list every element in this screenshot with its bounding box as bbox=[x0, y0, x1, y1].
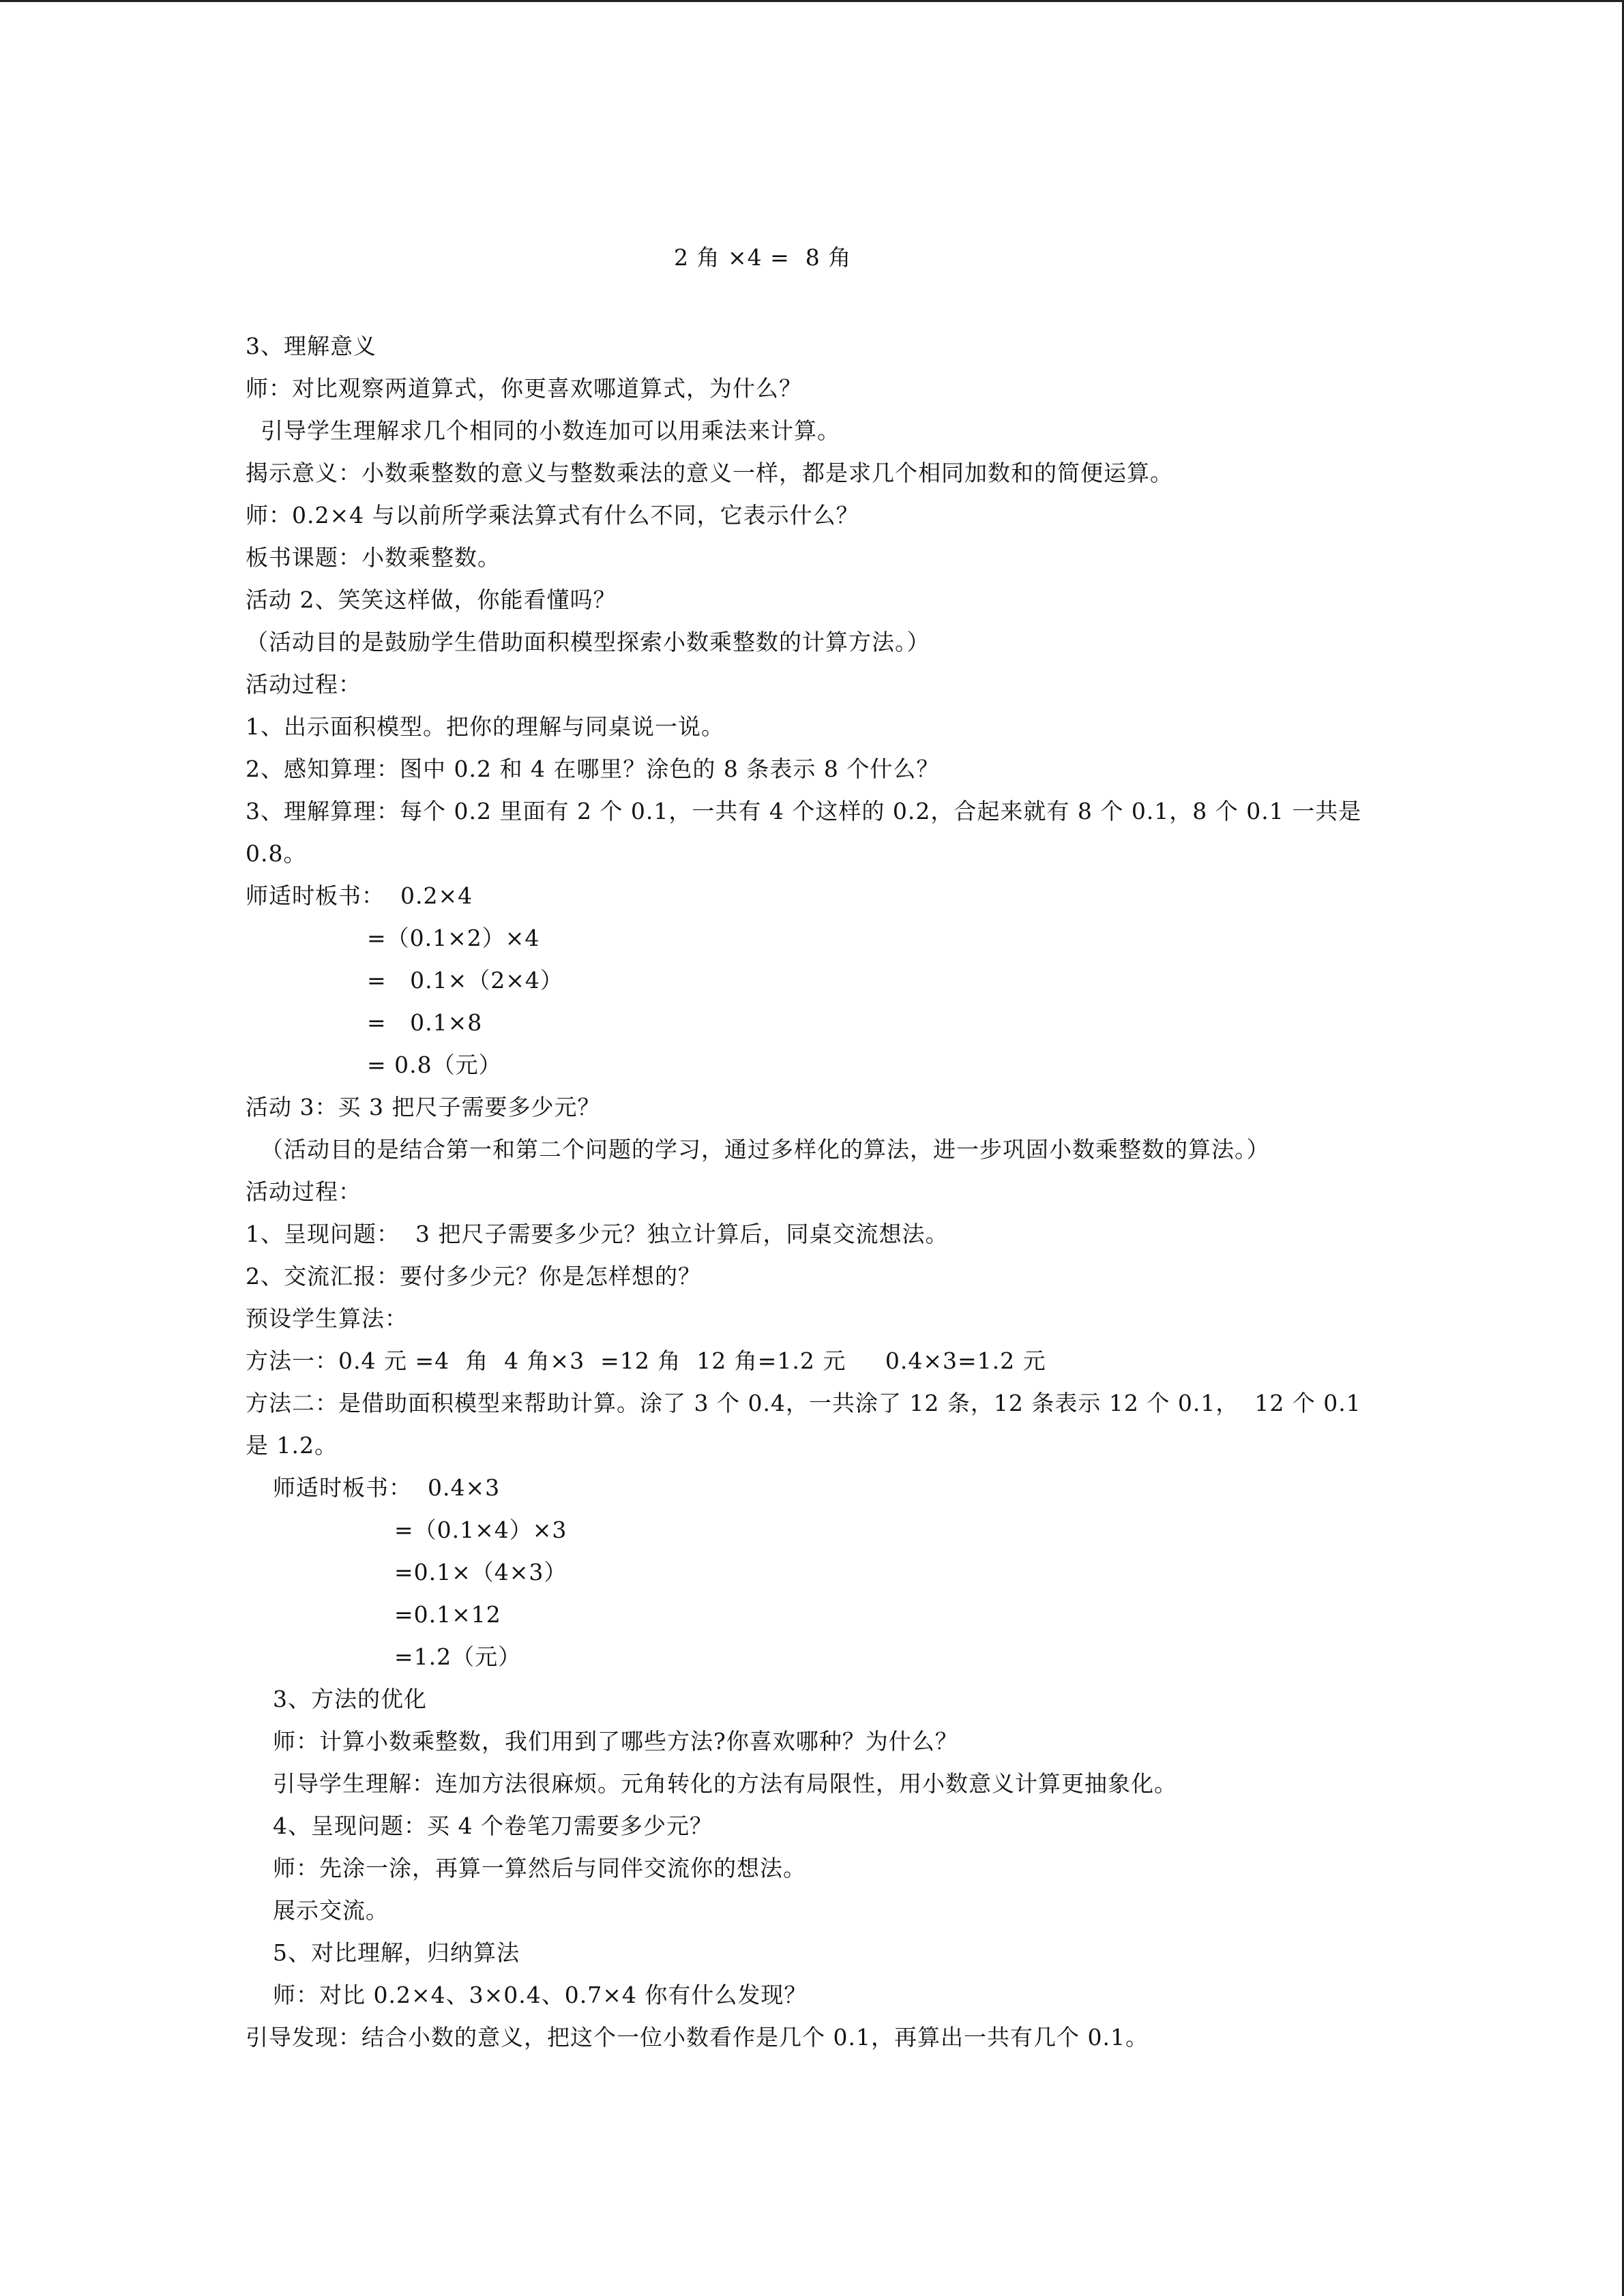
text-line: 预设学生算法： bbox=[246, 1305, 408, 1332]
text-line: 是 1.2。 bbox=[246, 1432, 338, 1459]
text-line: 活动过程： bbox=[246, 1178, 361, 1205]
text-line: 引导学生理解：连加方法很麻烦。元角转化的方法有局限性，用小数意义计算更抽象化。 bbox=[273, 1770, 1177, 1797]
text-line: 2、感知算理：图中 0.2 和 4 在哪里？涂色的 8 条表示 8 个什么？ bbox=[246, 756, 940, 782]
text-line: 0.8。 bbox=[246, 840, 307, 867]
text-line: 师：对比观察两道算式，你更喜欢哪道算式，为什么？ bbox=[246, 375, 802, 402]
text-line: 方法一：0.4 元 =4 角 4 角×3 =12 角 12 角=1.2 元 0.4×3=1.2 元 bbox=[246, 1347, 1046, 1374]
section-heading: 3、理解意义 bbox=[246, 333, 377, 359]
equation-step: =（0.1×2）×4 bbox=[367, 925, 540, 951]
text-line: 1、呈现问题： 3 把尺子需要多少元？独立计算后，同桌交流想法。 bbox=[246, 1221, 949, 1247]
text-line: 3、理解算理：每个 0.2 里面有 2 个 0.1，一共有 4 个这样的 0.2，合起来就有 8 个 0.1，8 个 0.1 一共是 bbox=[246, 798, 1362, 824]
text-line: 活动过程： bbox=[246, 671, 361, 698]
text-line: 2、交流汇报：要付多少元？你是怎样想的？ bbox=[246, 1263, 701, 1289]
text-line: 方法二：是借助面积模型来帮助计算。涂了 3 个 0.4，一共涂了 12 条，12 条表示 12 个 0.1， 12 个 0.1 bbox=[246, 1390, 1361, 1416]
top-border bbox=[0, 0, 1624, 2]
equation-step: = 0.1×（2×4） bbox=[367, 967, 563, 994]
text-line: 揭示意义：小数乘整数的意义与整数乘法的意义一样，都是求几个相同加数和的简便运算。 bbox=[246, 460, 1173, 486]
text-line: 4、呈现问题：买 4 个卷笔刀需要多少元？ bbox=[273, 1813, 713, 1839]
equation-step: = 0.8（元） bbox=[367, 1052, 502, 1078]
text-line: 1、出示面积模型。把你的理解与同桌说一说。 bbox=[246, 713, 724, 740]
section-heading: 3、方法的优化 bbox=[273, 1686, 427, 1712]
text-line: 引导发现：结合小数的意义，把这个一位小数看作是几个 0.1，再算出一共有几个 0.1。 bbox=[246, 2024, 1149, 2051]
text-line: 师：先涂一涂，再算一算然后与同伴交流你的想法。 bbox=[273, 1855, 806, 1881]
text-line: 师适时板书： 0.4×3 bbox=[273, 1474, 501, 1501]
equation-step: =0.1×（4×3） bbox=[394, 1559, 567, 1585]
section-heading: 5、对比理解，归纳算法 bbox=[273, 1939, 520, 1966]
text-line: 师：计算小数乘整数，我们用到了哪些方法?你喜欢哪种？为什么？ bbox=[273, 1728, 958, 1755]
equation-step: =0.1×12 bbox=[394, 1601, 501, 1628]
text-line: 师适时板书： 0.2×4 bbox=[246, 882, 473, 909]
text-line: 引导学生理解求几个相同的小数连加可以用乘法来计算。 bbox=[261, 417, 840, 444]
equation-step: =1.2（元） bbox=[394, 1643, 522, 1670]
text-line: 展示交流。 bbox=[273, 1897, 389, 1924]
text-line: 师：0.2×4 与以前所学乘法算式有什么不同，它表示什么？ bbox=[246, 502, 859, 528]
text-line: 活动 3：买 3 把尺子需要多少元？ bbox=[246, 1094, 601, 1120]
text-line: 活动 2、笑笑这样做，你能看懂吗？ bbox=[246, 586, 617, 613]
text-line: （活动目的是鼓励学生借助面积模型探索小数乘整数的计算方法。） bbox=[246, 629, 930, 655]
equation-step: = 0.1×8 bbox=[367, 1009, 483, 1036]
text-line: （活动目的是结合第一和第二个问题的学习，通过多样化的算法，进一步巩固小数乘整数的算法。） bbox=[261, 1136, 1270, 1163]
equation-step: =（0.1×4）×3 bbox=[394, 1517, 567, 1543]
equation-line: 2 角 ×4 = 8 角 bbox=[674, 244, 852, 271]
text-line: 板书课题：小数乘整数。 bbox=[246, 544, 501, 571]
text-line: 师：对比 0.2×4、3×0.4、0.7×4 你有什么发现？ bbox=[273, 1982, 808, 2008]
